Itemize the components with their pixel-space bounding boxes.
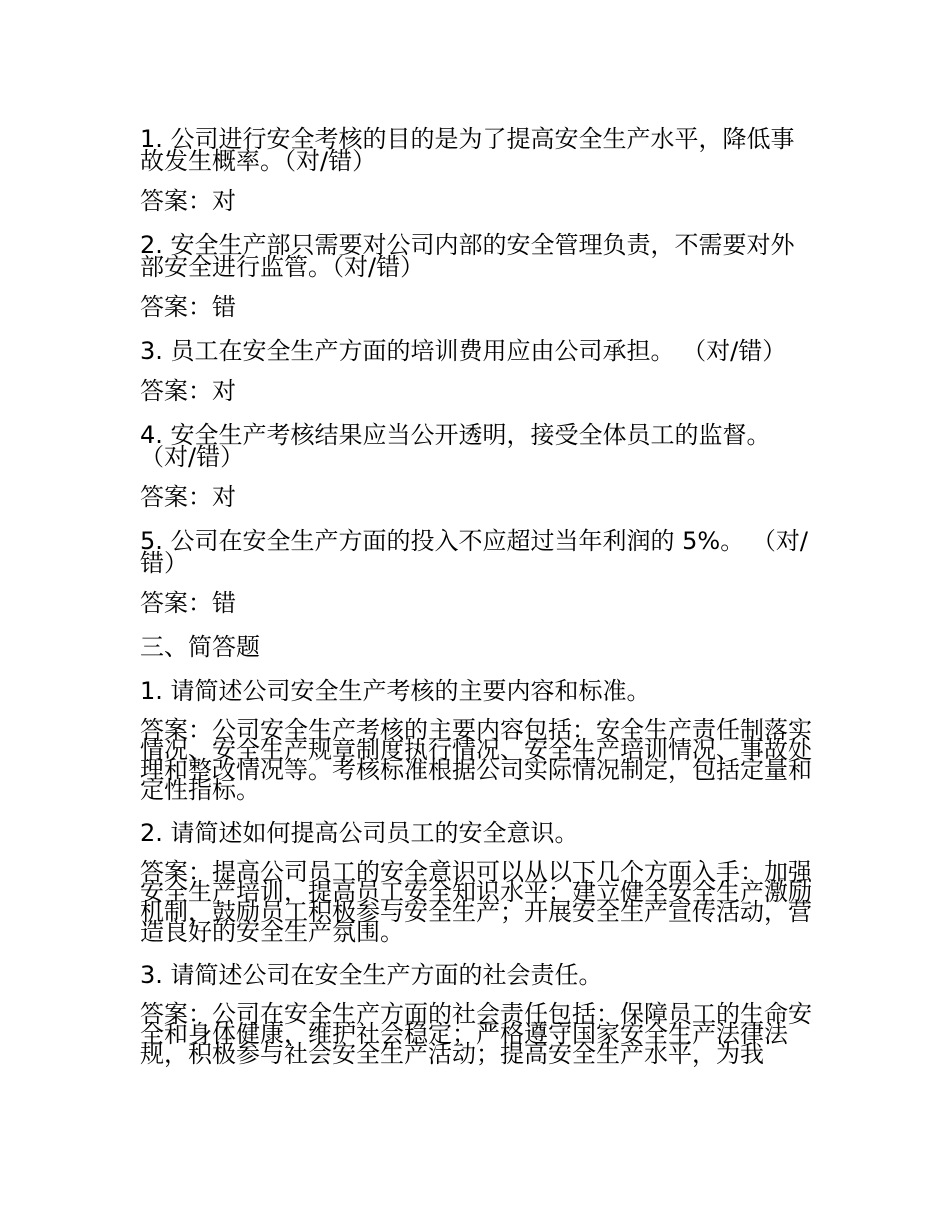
tf-answer-4: 答案：对 [140,483,236,511]
tf-answer-3: 答案：对 [140,377,236,405]
tf-question-5: 5. 公司在安全生产方面的投入不应超过当年利润的 5%。 （对/错） [140,527,808,577]
section-heading: 三、简答题 [140,633,260,661]
tf-question-1: 1. 公司进行安全考核的目的是为了提高安全生产水平，降低事故发生概率。（对/错） [140,125,795,175]
tf-answer-5: 答案：错 [140,589,236,617]
sa-answer-1: 答案：公司安全生产考核的主要内容包括：安全生产责任制落实情况、安全生产规章制度执行情况、安全生产培训情况、事故处理和整改情况等。考核标准根据公司实际情况制定，包括定量和定性指标。 [140,716,812,804]
sa-question-1: 1. 请简述公司安全生产考核的主要内容和标准。 [140,677,651,705]
tf-answer-2: 答案：错 [140,293,236,321]
sa-question-3: 3. 请简述公司在安全生产方面的社会责任。 [140,961,603,989]
tf-question-2: 2. 安全生产部只需要对公司内部的安全管理负责，不需要对外部安全进行监管。（对/错） [140,231,795,281]
document-page [140,125,812,1086]
sa-answer-2: 答案：提高公司员工的安全意识可以从以下几个方面入手：加强安全生产培训，提高员工安全知识水平；建立健全安全生产激励机制，鼓励员工积极参与安全生产；开展安全生产宣传活动，营造良好的安全生产氛围。 [140,858,812,946]
tf-answer-1: 答案：对 [140,187,236,215]
tf-question-3: 3. 员工在安全生产方面的培训费用应由公司承担。 （对/错） [140,337,787,365]
sa-question-2: 2. 请简述如何提高公司员工的安全意识。 [140,819,579,847]
tf-question-4: 4. 安全生产考核结果应当公开透明，接受全体员工的监督。 （对/错） [140,421,771,471]
sa-answer-3: 答案：公司在安全生产方面的社会责任包括：保障员工的生命安全和身体健康，维护社会稳定；严格遵守国家安全生产法律法规，积极参与社会安全生产活动；提高安全生产水平，为我 [140,1000,812,1068]
